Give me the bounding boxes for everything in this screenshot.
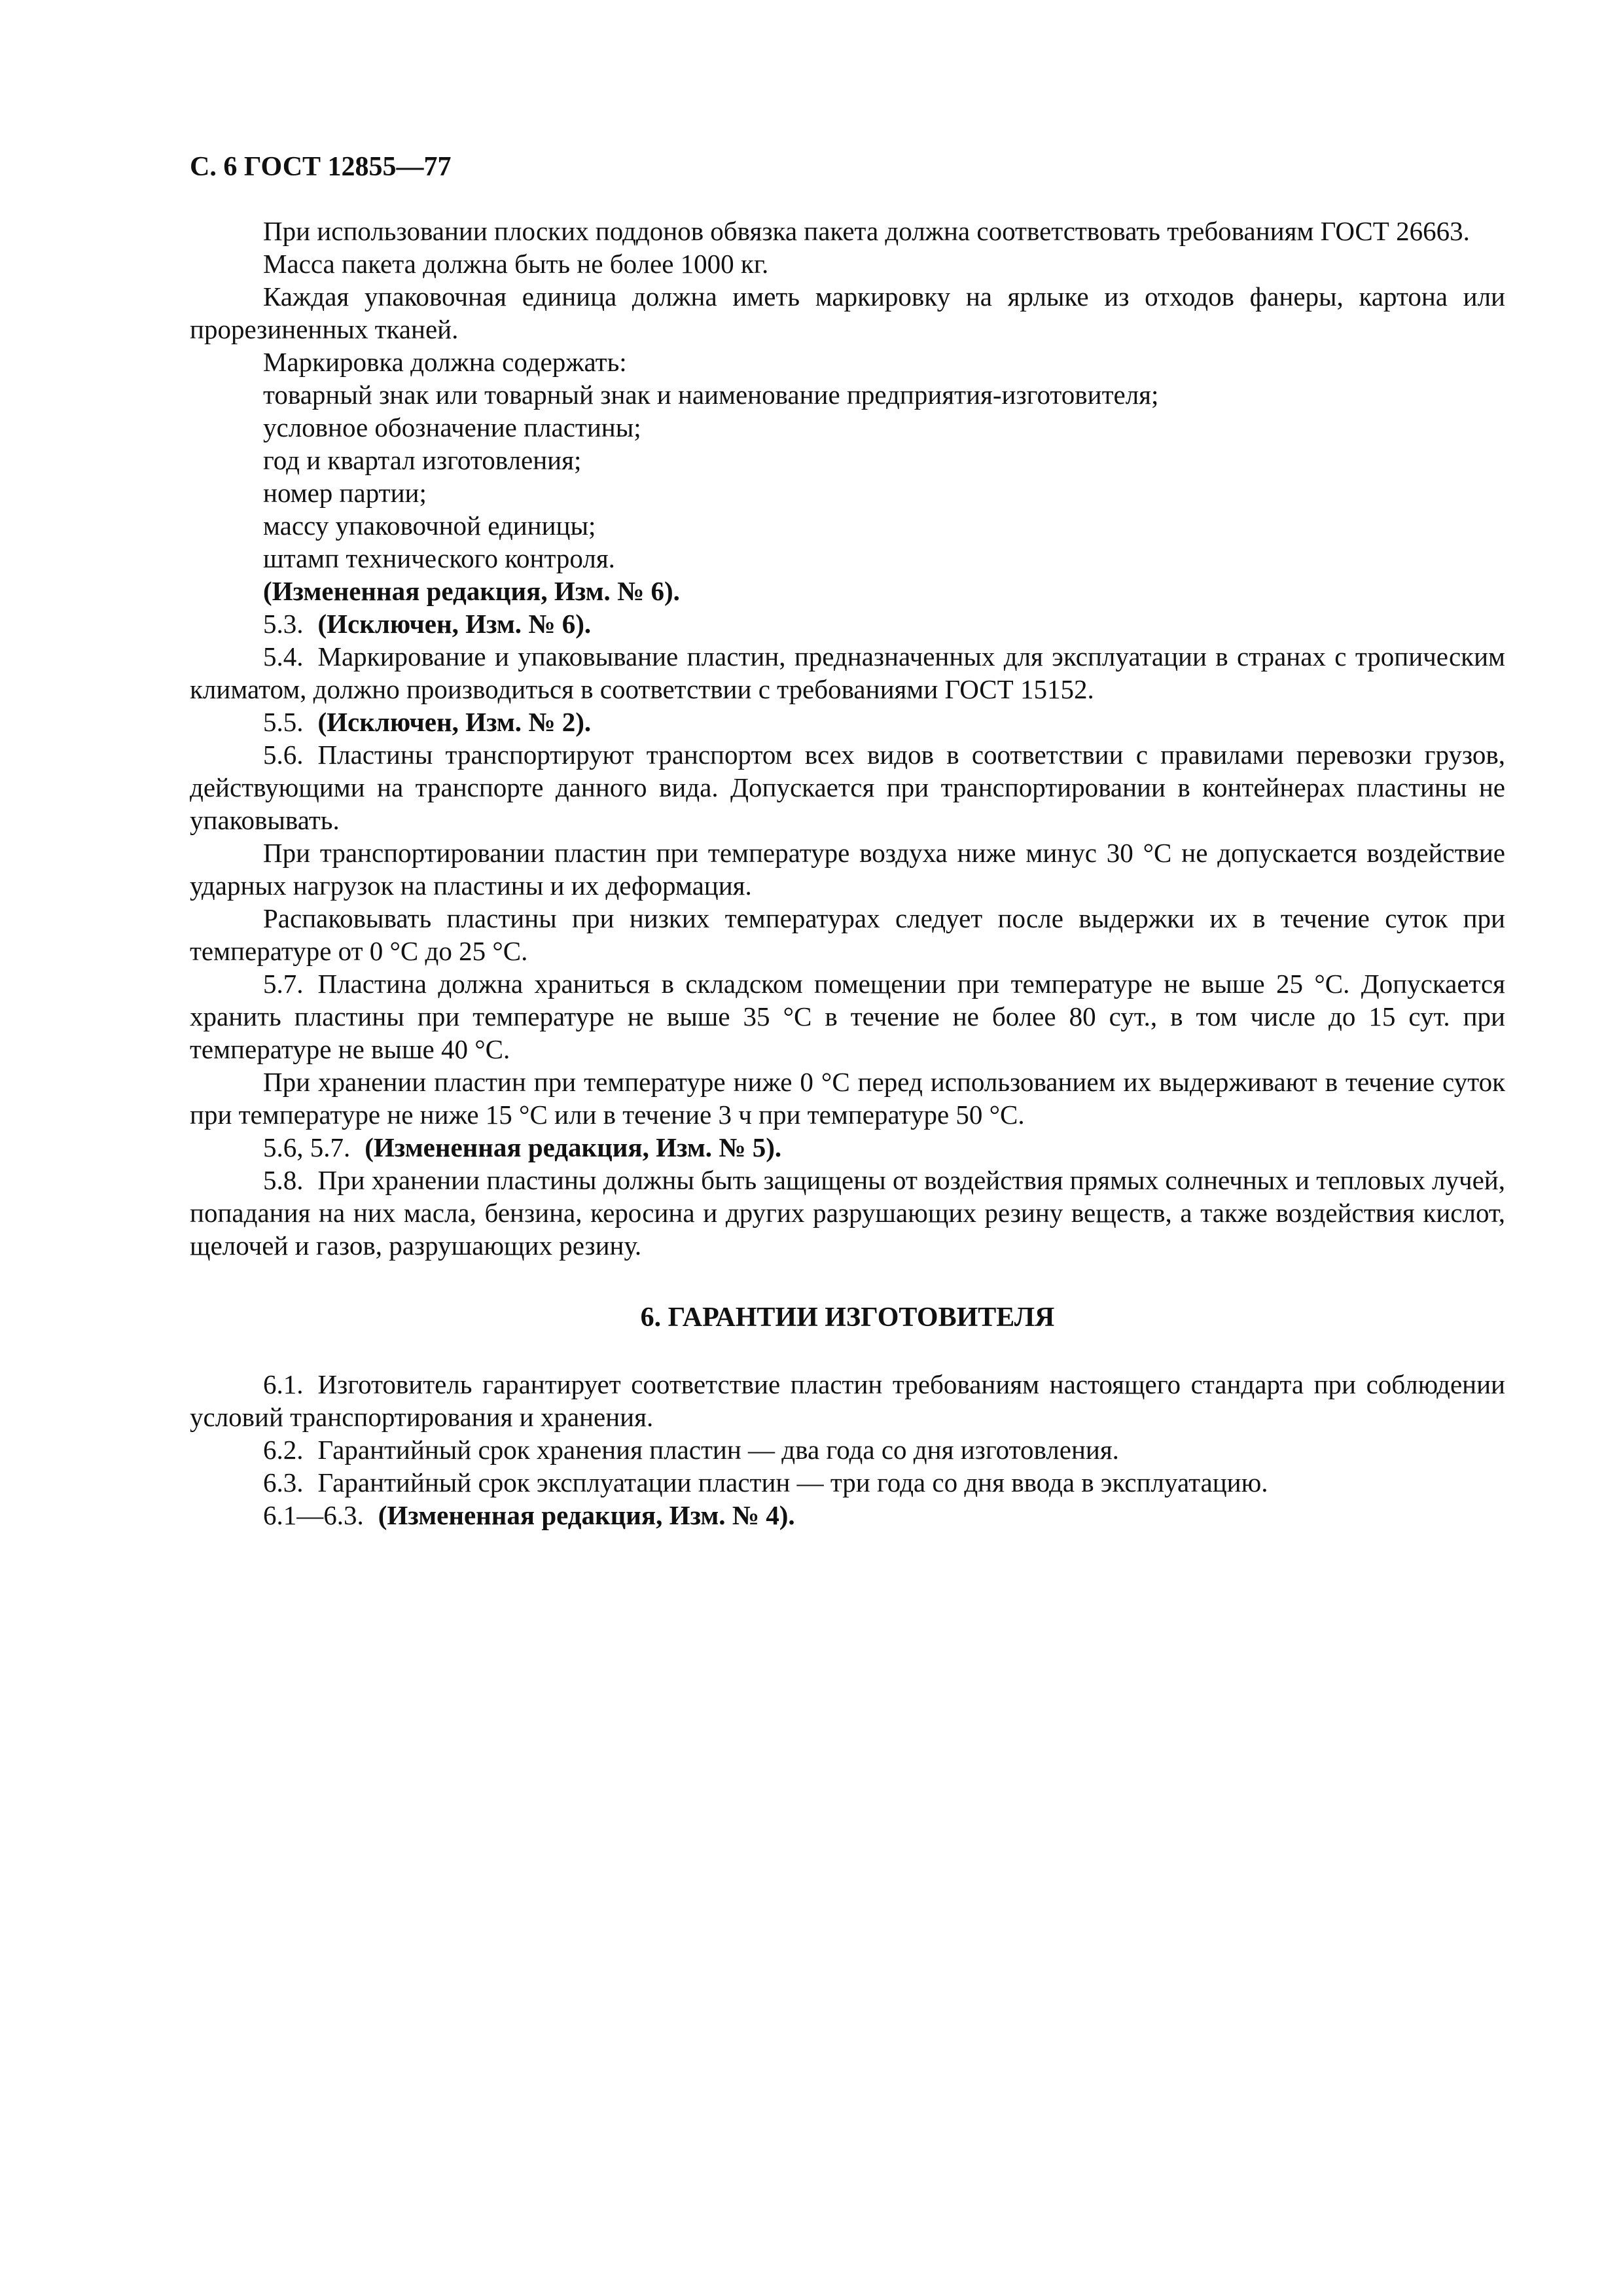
amendment-note [190, 575, 1505, 607]
clause-5-3 [190, 607, 1505, 640]
list-item: номер партии; [263, 478, 427, 508]
clause-6-3 [190, 1466, 1505, 1499]
clause-5-6-5-7-amendment [190, 1131, 1505, 1164]
list-item: год и квартал изготовления; [263, 445, 582, 475]
clause-number: 6.1—6.3. [263, 1500, 364, 1530]
clause-text: Пластина должна храниться в складском помещении при температуре не выше 25 °С. Допускается хранить пластины при температуре не выше 35 °С в течение не более 80 сут., в том числе до 15 сут. при температуре не выше 40 °С. [190, 969, 1505, 1064]
clause-text: (Измененная редакция, Изм. № 4). [378, 1500, 795, 1530]
clause-text: При хранении пластины должны быть защищены от воздействия прямых солнечных и тепловых лучей, попадания на них масла, бензина, керосина и других разрушающих резину веществ, а также воздействия кислот, щелочей и газов, разрушающих резину. [190, 1165, 1505, 1261]
clause-text: Изготовитель гарантирует соответствие пластин требованиям настоящего стандарта при соблюдении условий транспортирования и хранения. [190, 1369, 1505, 1432]
page-header: С. 6 ГОСТ 12855—77 [190, 152, 452, 182]
clause-number: 6.1. [263, 1369, 304, 1399]
clause-number: 5.5. [263, 707, 304, 737]
paragraph-unpacking: Распаковывать пластины при низких температурах следует после выдержки их в течение суток при температуре от 0 °С до 25 °С. [190, 903, 1505, 966]
clause-6-1 [190, 1368, 1505, 1433]
list-item: условное обозначение пластины; [263, 412, 641, 442]
clause-number: 6.3. [263, 1467, 304, 1498]
paragraph-marking-label: Каждая упаковочная единица должна иметь маркировку на ярлыке из отходов фанеры, картона или прорезиненных тканей. [190, 281, 1505, 344]
paragraph-pallets: При использовании плоских поддонов обвязка пакета должна соответствовать требованиям ГОСТ 26663. [263, 216, 1470, 246]
clause-number: 6.2. [263, 1435, 304, 1465]
paragraph-storage-low-temperature: При хранении пластин при температуре ниже 0 °С перед использованием их выдерживают в течение суток при температуре не ниже 15 °С или в течение 3 ч при температуре 50 °С. [190, 1067, 1505, 1130]
clause-number: 5.6. [263, 740, 304, 770]
clause-text: (Измененная редакция, Изм. № 5). [365, 1132, 782, 1162]
paragraph-package-mass: Масса пакета должна быть не более 1000 кг. [263, 249, 769, 279]
clause-5-7 [190, 967, 1505, 1066]
paragraph-marking-contents: Маркировка должна содержать: [263, 347, 627, 377]
list-item: массу упаковочной единицы; [263, 511, 596, 541]
amendment-text: (Измененная редакция, Изм. № 6). [263, 576, 680, 606]
clause-number: 5.3. [263, 609, 304, 639]
clause-text: Гарантийный срок хранения пластин — два года со дня изготовления. [317, 1435, 1119, 1465]
clause-number: 5.8. [263, 1165, 304, 1195]
clause-text: (Исключен, Изм. № 2). [317, 707, 592, 737]
clause-number: 5.6, 5.7. [263, 1132, 351, 1162]
clause-6-2 [190, 1433, 1505, 1466]
clause-5-8 [190, 1164, 1505, 1262]
clause-5-4 [190, 640, 1505, 706]
clause-text: (Исключен, Изм. № 6). [317, 609, 592, 639]
clause-text: Пластины транспортируют транспортом всех видов в соответствии с правилами перевозки грузов, действующими на транспорте данного вида. Допускается при транспортировании в контейнерах пластины не упаковывать. [190, 740, 1505, 835]
clause-text: Гарантийный срок эксплуатации пластин — три года со дня ввода в эксплуатацию. [317, 1467, 1268, 1498]
clause-5-5 [190, 706, 1505, 738]
clause-5-6 [190, 738, 1505, 836]
list-item: штамп технического контроля. [263, 543, 615, 573]
list-item: товарный знак или товарный знак и наименование предприятия-изготовителя; [263, 380, 1159, 410]
clause-number: 5.4. [263, 641, 304, 672]
clause-text: Маркирование и упаковывание пластин, предназначенных для эксплуатации в странах с тропическим климатом, должно производиться в соответствии с требованиями ГОСТ 15152. [190, 641, 1505, 704]
paragraph-transport-temperature: При транспортировании пластин при температуре воздуха ниже минус 30 °С не допускается воздействие ударных нагрузок на пластины и их деформация. [190, 838, 1505, 901]
section-heading: 6. ГАРАНТИИ ИЗГОТОВИТЕЛЯ [640, 1302, 1055, 1333]
clause-6-1-6-3-amendment [190, 1499, 1505, 1532]
document-page [190, 151, 1505, 1532]
clause-number: 5.7. [263, 969, 304, 999]
